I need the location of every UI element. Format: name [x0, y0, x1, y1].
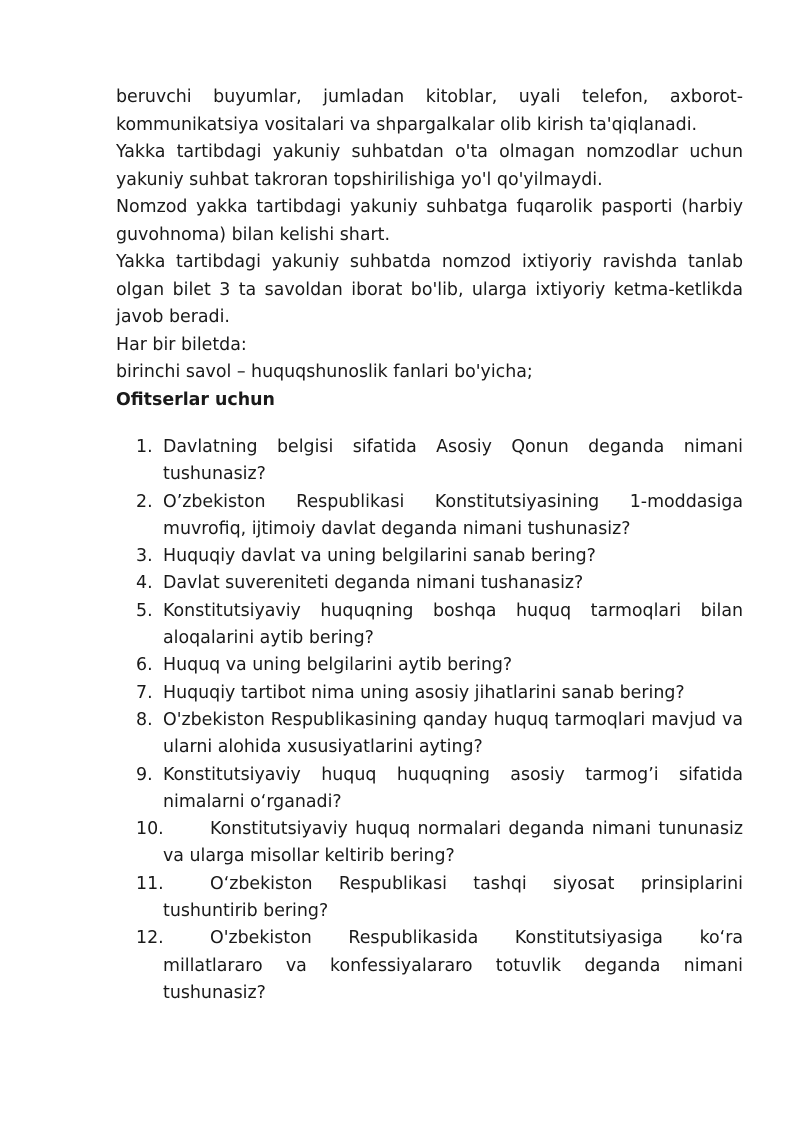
question-item [116, 434, 743, 489]
question-number: 5. [136, 600, 153, 621]
question-item [116, 489, 743, 544]
intro-paragraph: birinchi savol – huquqshunoslik fanlari bo'yicha; [116, 362, 533, 382]
intro-paragraph: Har bir biletda: [116, 334, 247, 355]
question-number: 2. [136, 491, 153, 512]
question-number: 11. [136, 873, 164, 894]
intro-paragraph: Yakka tartibdagi yakuniy suhbatda nomzod ixtiyoriy ravishda tanlab olgan bilet 3 ta savoldan iborat bo'lib, ularga ixtiyoriy ketma-ketlikda javob beradi. [116, 252, 743, 327]
question-text: Huquqiy tartibot nima uning asosiy jihatlarini sanab bering? [163, 682, 685, 703]
question-text: O’zbekiston Respublikasi Konstitutsiyasining 1-moddasiga muvrofiq, ijtimoiy davlat deganda nimani tushunasiz? [163, 491, 743, 539]
intro-paragraph: Nomzod yakka tartibdagi yakuniy suhbatga fuqarolik pasporti (harbiy guvohnoma) bilan kelishi shart. [116, 197, 743, 245]
question-item [116, 762, 743, 817]
question-number: 6. [136, 655, 153, 676]
question-text: O'zbekiston Respublikasining qanday huquq tarmoqlari mavjud va ularni alohida xususiyatlarini ayting? [163, 709, 743, 758]
question-text: O‘zbekiston Respublikasi tashqi siyosat prinsiplarini tushuntirib bering? [163, 873, 743, 922]
document-page [116, 84, 743, 1007]
section-heading: Ofitserlar uchun [116, 389, 275, 410]
question-item [116, 816, 743, 871]
question-text: Konstitutsiyaviy huquq huquqning asosiy tarmog’i sifatida nimalarni o‘rganadi? [163, 764, 743, 812]
question-number: 8. [136, 709, 153, 730]
question-item [116, 707, 743, 762]
question-number: 9. [136, 764, 153, 785]
question-item [116, 871, 743, 926]
question-list [116, 434, 743, 1007]
question-item [116, 680, 743, 707]
question-text: Konstitutsiyaviy huquqning boshqa huquq tarmoqlari bilan aloqalarini aytib bering? [163, 600, 743, 649]
question-item [116, 652, 743, 679]
question-text: O'zbekiston Respublikasida Konstitutsiyasiga ko‘ra millatlararo va konfessiyalararo totuvlik deganda nimani tushunasiz? [163, 928, 743, 1003]
question-number: 10. [136, 819, 164, 840]
question-text: Davlat suvereniteti deganda nimani tushanasiz? [163, 573, 584, 594]
question-text: Huquq va uning belgilarini aytib bering? [163, 655, 513, 676]
question-number: 4. [136, 573, 153, 594]
question-text: Konstitutsiyaviy huquq normalari deganda nimani tununasiz va ularga misollar keltirib bering? [163, 819, 743, 867]
question-item [116, 543, 743, 570]
question-item [116, 570, 743, 597]
intro-paragraph: beruvchi buyumlar, jumladan kitoblar, uyali telefon, axborot-kommunikatsiya vositalari va shpargalkalar olib kirish ta'qiqlanadi. [116, 87, 743, 135]
question-item [116, 598, 743, 653]
question-number: 7. [136, 682, 153, 703]
intro-paragraph: Yakka tartibdagi yakuniy suhbatdan o'ta olmagan nomzodlar uchun yakuniy suhbat takroran topshirilishiga yo'l qo'yilmaydi. [116, 142, 743, 190]
question-number: 3. [136, 546, 153, 567]
question-item [116, 925, 743, 1007]
question-number: 1. [136, 437, 153, 457]
question-number: 12. [136, 928, 164, 949]
question-text: Huquqiy davlat va uning belgilarini sanab bering? [163, 546, 596, 567]
question-text: Davlatning belgisi sifatida Asosiy Qonun deganda nimani tushunasiz? [163, 437, 743, 485]
